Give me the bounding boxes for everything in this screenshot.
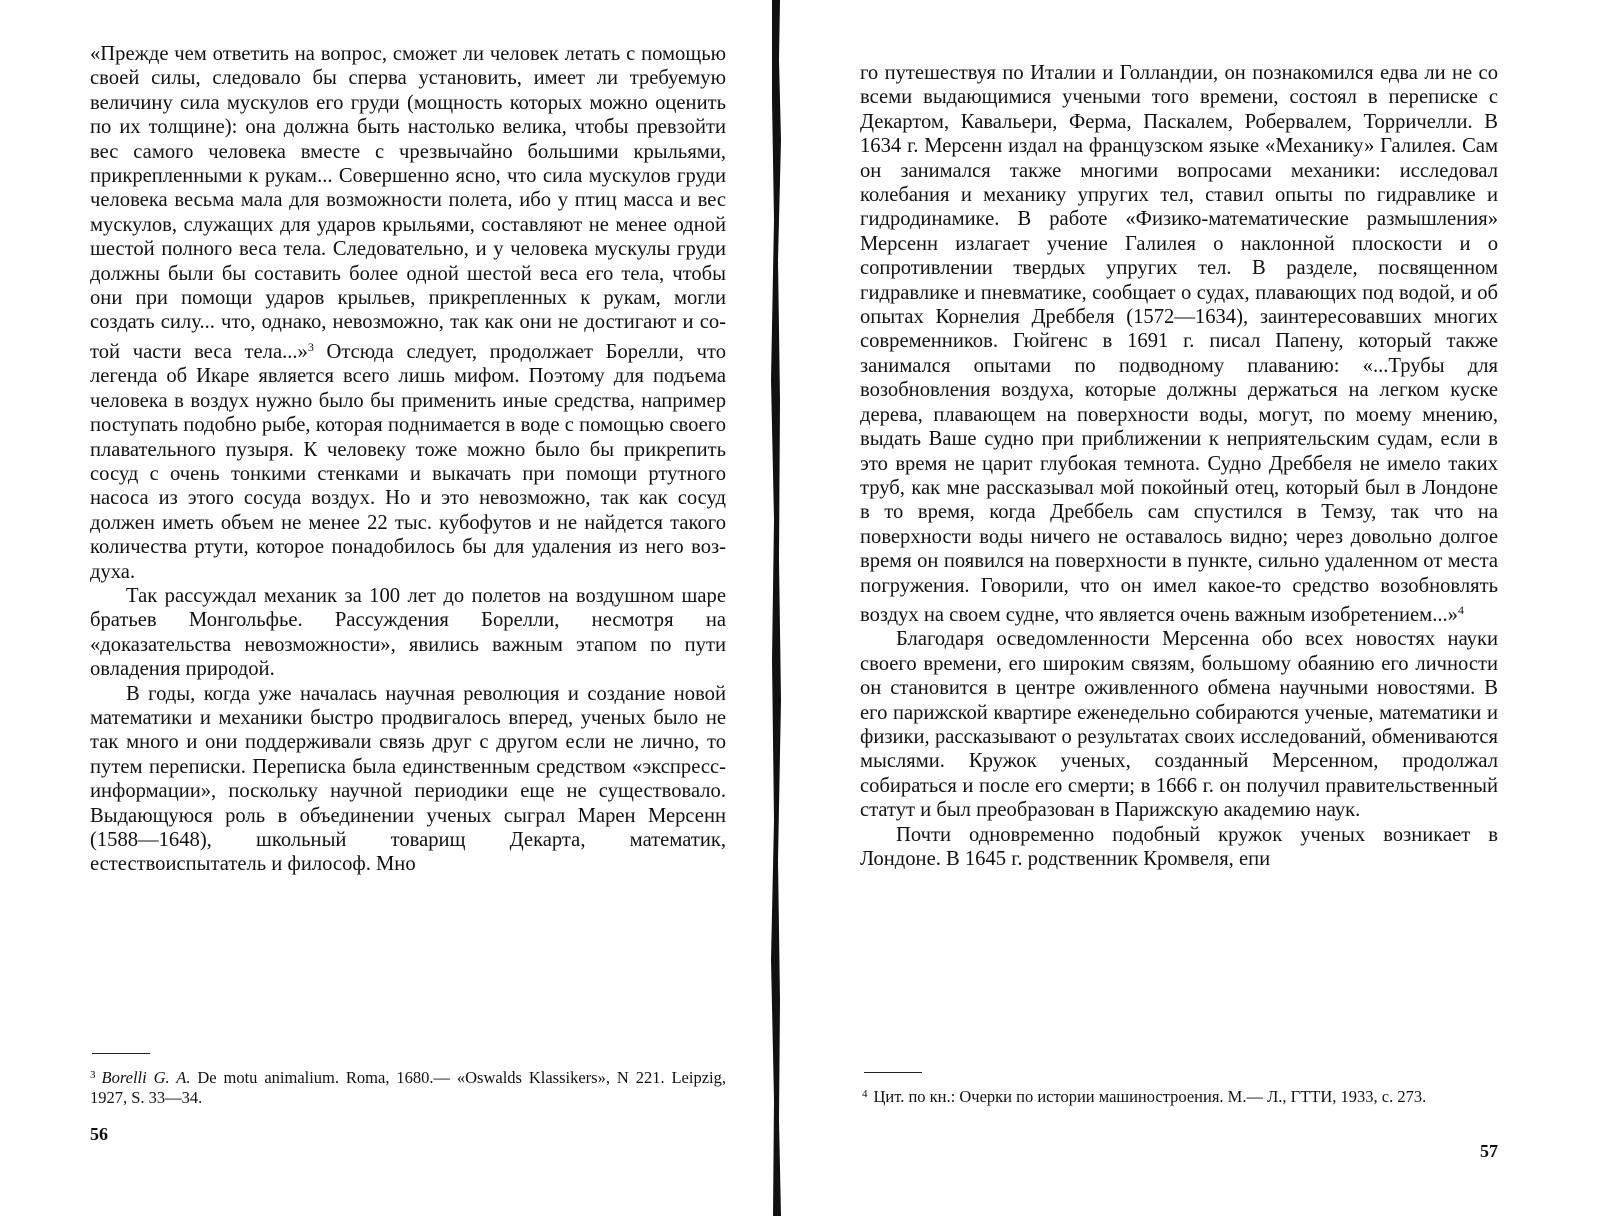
left-paragraph-1: [90, 42, 726, 584]
right-page-number: 57: [1480, 1141, 1498, 1161]
left-paragraph-2: Так рассуждал механик за 100 лет до полетов на воздушном шаре братьев Монгольфье. Рассуждения Борелли, несмотря на «доказательства невозможности», явились важным этапом по пути овладения природой.: [90, 584, 726, 681]
right-footnote-number: 4: [862, 1088, 868, 1100]
left-footnote-author: Borelli G. A.: [101, 1068, 191, 1087]
left-page-number: 56: [90, 1124, 108, 1144]
left-paragraph-3: В годы, когда уже началась научная революция и создание новой математики и механики быстро продвигалось вперед, ученых было не так много и они поддерживали связь друг с другом если не лично, то путем переписки. Переписка была единственным средством «экспресс-информации», поскольку научной периодики еще не существовало. Выдающуюся роль в объединении ученых сыграл Марен Мерсенн (1588—1648), школьный товарищ Декарта, математик, естествоиспытатель и философ. Мно: [90, 682, 726, 876]
left-footnote: [90, 1066, 726, 1107]
left-page: [0, 0, 780, 1216]
footnote-ref-3: 3: [307, 339, 314, 354]
right-footnote-rule: [864, 1072, 922, 1073]
left-paragraph-1-head: «Прежде чем ответить на вопрос, сможет ли человек летать с помощью своей силы, следовало бы сперва установить, имеет ли требуемую величину сила мускулов его груди (мощность которых можно оценить по их толщине): она должна быть настолько велика, чтобы превзойти вес самого человека вместе с чрезвычайно большими крыльями, прикрепленными к рукам... Совершенно ясно, что сила мускулов груди человека весьма мала для возможности полета, ибо у птиц масса и вес мускулов, служащих для ударов крыльями, составляют не менее одной шестой полного веса тела. Следовательно, и у человека мускулы груди должны были бы составить более одной шестой веса его тела, чтобы они при помощи ударов крыльев, прикрепленных к рукам, могли создать силу... что, однако, невозможно, так как они не достигают и сотой части веса тела...»: [90, 43, 726, 363]
right-footnote: [862, 1085, 1498, 1107]
left-footnote-number: 3: [90, 1069, 96, 1081]
right-footnote-text: Цит. по кн.: Очерки по истории машиностроения. М.— Л., ГТТИ, 1933, с. 273.: [873, 1087, 1427, 1106]
left-footnote-rule: [92, 1053, 150, 1054]
right-paragraph-2: Благодаря осведомленности Мерсенна обо всех новостях науки своего времени, его широким связям, большому обаянию его личности он становится в центре оживленного обмена научными новостями. В его парижской квартире еженедельно собираются ученые, математики и физики, рассказывают о результатах своих исследований, обмениваются мыслями. Кружок ученых, созданный Мерсенном, продолжал собираться и после его смерти; в 1666 г. он получил правительственный статут и был преобразован в Парижскую академию наук.: [860, 628, 1498, 822]
footnote-ref-4: 4: [1457, 602, 1464, 617]
right-page-body: [860, 61, 1498, 871]
left-page-body: [90, 42, 726, 877]
right-page: [800, 0, 1601, 1216]
book-gutter-shadow: [764, 0, 788, 1216]
right-paragraph-1-text: го путешествуя по Италии и Голландии, он познакомился едва ли не со всеми выдающимися учеными того времени, состоял в переписке с Декартом, Кавальери, Ферма, Паскалем, Робервалем, Торричелли. В 1634 г. Мерсенн издал на французском языке «Механику» Галилея. Сам он занимался также многими вопросами механики: исследовал колебания и механику упругих тел, ставил опыты по гидравлике и гидродинамике. В работе «Физико-математические размышления» Мерсенн излагает учение Галилея о наклонной плоскости и о сопротивлении твердых упругих тел. В разделе, посвященном гидравлике и пневматике, сообщает о судах, плавающих под водой, и об опытах Корнелия Дреббеля (1572—1634), заинтересовавших многих современников. Гюйгенс в 1691 г. писал Папену, который также занимался опытами по подводному плаванию: «...Трубы для возобновления воздуха, которые должны держаться на легком куске дерева, плавающем на поверхности воды, могут, по моему мнению, выдать Ваше судно при приближении к неприятельским судам, если в это время не царит глубокая темнота. Судно Дреббеля не имело таких труб, как мне рассказывал мой покойный отец, который был в Лондоне в то время, когда Дреббель сам спустился в Темзу, так что на поверхности воды ничего не оставалось видно; через довольно долгое время он появился на поверхности в пункте, сильно удаленном от места погружения. Говорили, что он имел какое-то средство возобновлять воздух на своем судне, что является очень важным изобретением...»: [860, 62, 1498, 626]
left-paragraph-1-tail: Отсюда следует, продолжает Борелли, что легенда об Икаре является всего лишь мифом. Поэтому для подъема человека в воздух нужно было бы применить иные средства, например поступать подобно рыбе, которая поднимается в воде с помощью своего плавательного пузыря. К человеку тоже можно было бы прикрепить сосуд с очень тонкими стенками и выкачать при помощи ртутного насоса из этого сосуда воздух. Но и это невозможно, так как сосуд должен иметь объем не менее 22 тыс. кубофутов и не найдется такого количества ртути, которое понадобилось бы для удаления из него воздуха.: [90, 340, 727, 583]
right-paragraph-1: [860, 61, 1498, 627]
left-footnote-text: De motu animalium. Roma, 1680.— «Oswalds Klassikers», N 221. Leipzig, 1927, S. 33—34.: [90, 1068, 726, 1107]
right-paragraph-3: Почти одновременно подобный кружок ученых возникает в Лондоне. В 1645 г. родственник Кромвеля, епи: [860, 823, 1498, 870]
